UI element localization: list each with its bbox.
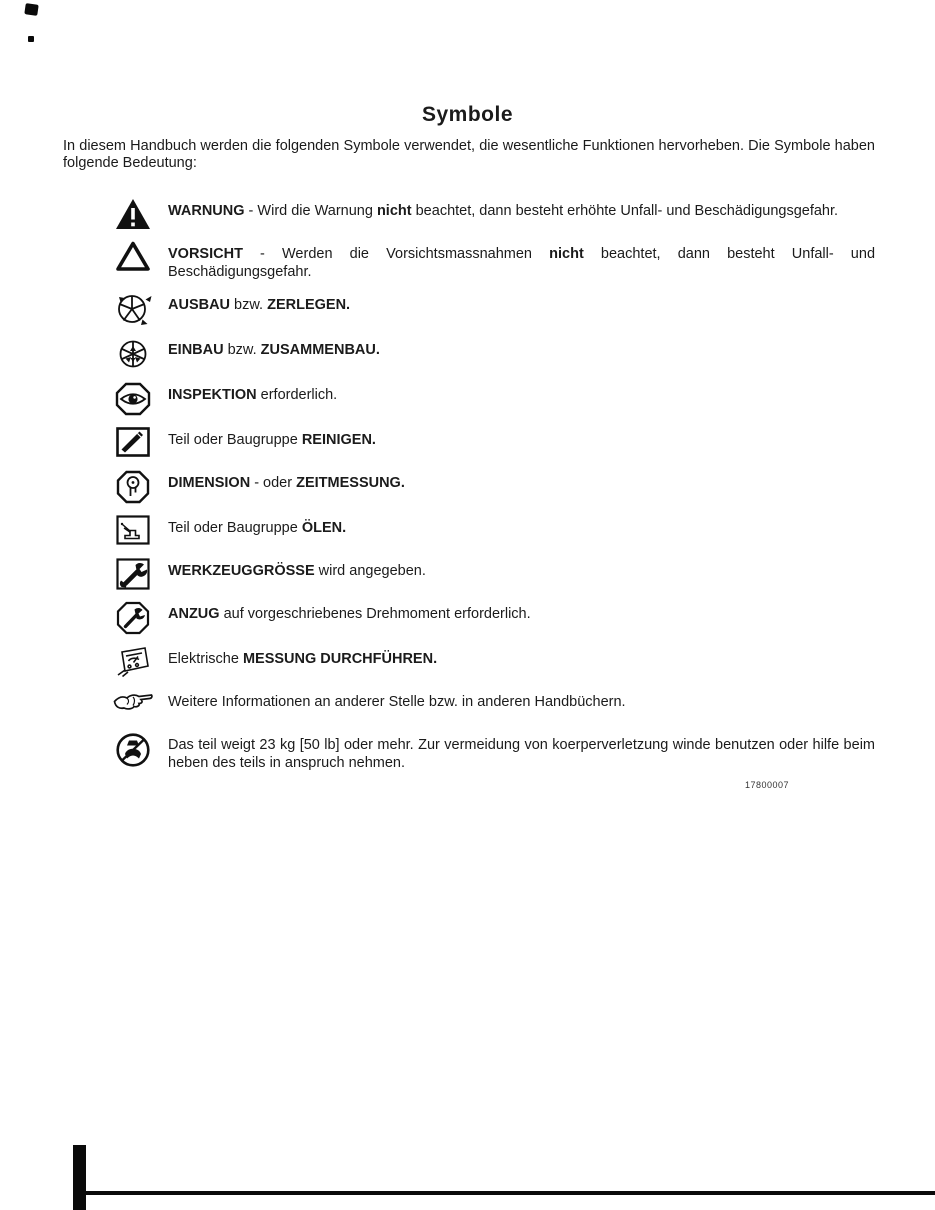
scan-artifact-bottom-bar	[73, 1145, 86, 1210]
text-segment: Das teil weigt 23 kg [50 lb] oder mehr. Zur vermeidung von koerperverletzung winde benutzen oder hilfe beim heben des teils in anspruch nehmen.	[168, 737, 875, 772]
text-segment: WARNUNG	[168, 203, 245, 219]
symbol-row	[0, 689, 875, 721]
text-segment: Weitere Informationen an anderer Stelle bzw. in anderen Handbüchern.	[168, 694, 626, 711]
symbol-description	[168, 241, 875, 281]
symbol-description	[168, 427, 875, 449]
symbol-description	[168, 337, 875, 359]
text-segment: ANZUG	[168, 606, 220, 623]
symbol-description	[168, 515, 875, 537]
page-title: Symbole	[421, 103, 514, 126]
text-segment: erforderlich.	[256, 387, 338, 404]
symbol-description	[168, 689, 875, 711]
lifting-weight-icon	[98, 732, 168, 768]
text-segment: beachtet, dann besteht Unfall- und Beschädigungsgefahr.	[168, 246, 876, 281]
text-segment: EINBAU	[168, 342, 224, 359]
electrical-meter-icon	[98, 646, 168, 678]
text-segment: WERKZEUGGRÖSSE	[168, 563, 315, 580]
text-segment: auf vorgeschriebenes Drehmoment erforderlich.	[219, 606, 531, 623]
text-segment: VORSICHT	[168, 246, 243, 262]
symbol-row	[0, 732, 875, 772]
document-number: 17800007	[745, 780, 790, 790]
text-segment: - Wird die Warnung	[244, 203, 377, 219]
text-segment: DIMENSION	[168, 475, 251, 492]
text-segment: AUSBAU	[168, 297, 231, 314]
intro-paragraph: In diesem Handbuch werden die folgenden Symbole verwendet, die wesentliche Funktionen hervorheben. Die Symbole haben folgende Bedeutung:	[63, 138, 875, 172]
text-segment: - Werden die Vorsichtsmassnahmen	[242, 246, 550, 262]
symbol-row	[0, 601, 875, 635]
symbol-description	[168, 601, 875, 623]
scan-artifact-top-left	[24, 3, 38, 16]
symbol-row	[0, 646, 875, 678]
text-segment: nicht	[376, 203, 412, 219]
text-segment: wird angegeben.	[314, 563, 426, 580]
wrench-icon	[98, 558, 168, 590]
symbol-description	[168, 732, 875, 772]
text-segment: INSPEKTION	[168, 387, 257, 404]
text-segment: REINIGEN.	[301, 432, 376, 449]
scan-artifact-bottom-line	[73, 1191, 935, 1195]
warning-triangle-icon	[98, 198, 168, 230]
text-segment: Teil oder Baugruppe	[168, 432, 302, 449]
torque-wrench-icon	[98, 601, 168, 635]
text-segment: Elektrische	[168, 651, 243, 668]
symbol-description	[168, 382, 875, 404]
symbol-list	[0, 198, 875, 784]
symbol-row	[0, 292, 875, 326]
symbol-row	[0, 427, 875, 459]
inspection-eye-icon	[98, 382, 168, 416]
text-segment: bzw.	[223, 342, 261, 359]
text-segment: ZEITMESSUNG.	[296, 475, 405, 492]
text-segment: nicht	[549, 246, 584, 262]
dimension-gauge-icon	[98, 470, 168, 504]
text-segment: ÖLEN.	[301, 520, 347, 537]
text-segment: ZERLEGEN.	[267, 297, 351, 314]
symbol-description	[168, 558, 875, 580]
symbol-description	[168, 470, 875, 492]
oil-can-icon	[98, 515, 168, 545]
symbol-row	[0, 515, 875, 547]
disassembly-icon	[98, 292, 168, 326]
symbol-row	[0, 337, 875, 371]
caution-triangle-icon	[98, 241, 168, 271]
symbol-row	[0, 198, 875, 230]
symbol-row	[0, 382, 875, 416]
symbol-description	[168, 292, 875, 314]
text-segment: MESSUNG DURCHFÜHREN.	[242, 651, 438, 668]
text-segment: Teil oder Baugruppe	[168, 520, 302, 537]
symbol-description	[168, 646, 875, 668]
text-segment: bzw.	[230, 297, 268, 314]
cleaning-brush-icon	[98, 427, 168, 457]
symbol-row	[0, 470, 875, 504]
symbol-description	[168, 198, 875, 220]
symbol-row	[0, 241, 875, 281]
scan-artifact-top-left-2	[28, 36, 34, 42]
symbol-row	[0, 558, 875, 590]
text-segment: beachtet, dann besteht erhöhte Unfall- und Beschädigungsgefahr.	[411, 203, 839, 219]
text-segment: ZUSAMMENBAU.	[260, 342, 380, 359]
reference-hand-icon	[98, 689, 168, 713]
text-segment: - oder	[250, 475, 297, 492]
assembly-icon	[98, 337, 168, 371]
